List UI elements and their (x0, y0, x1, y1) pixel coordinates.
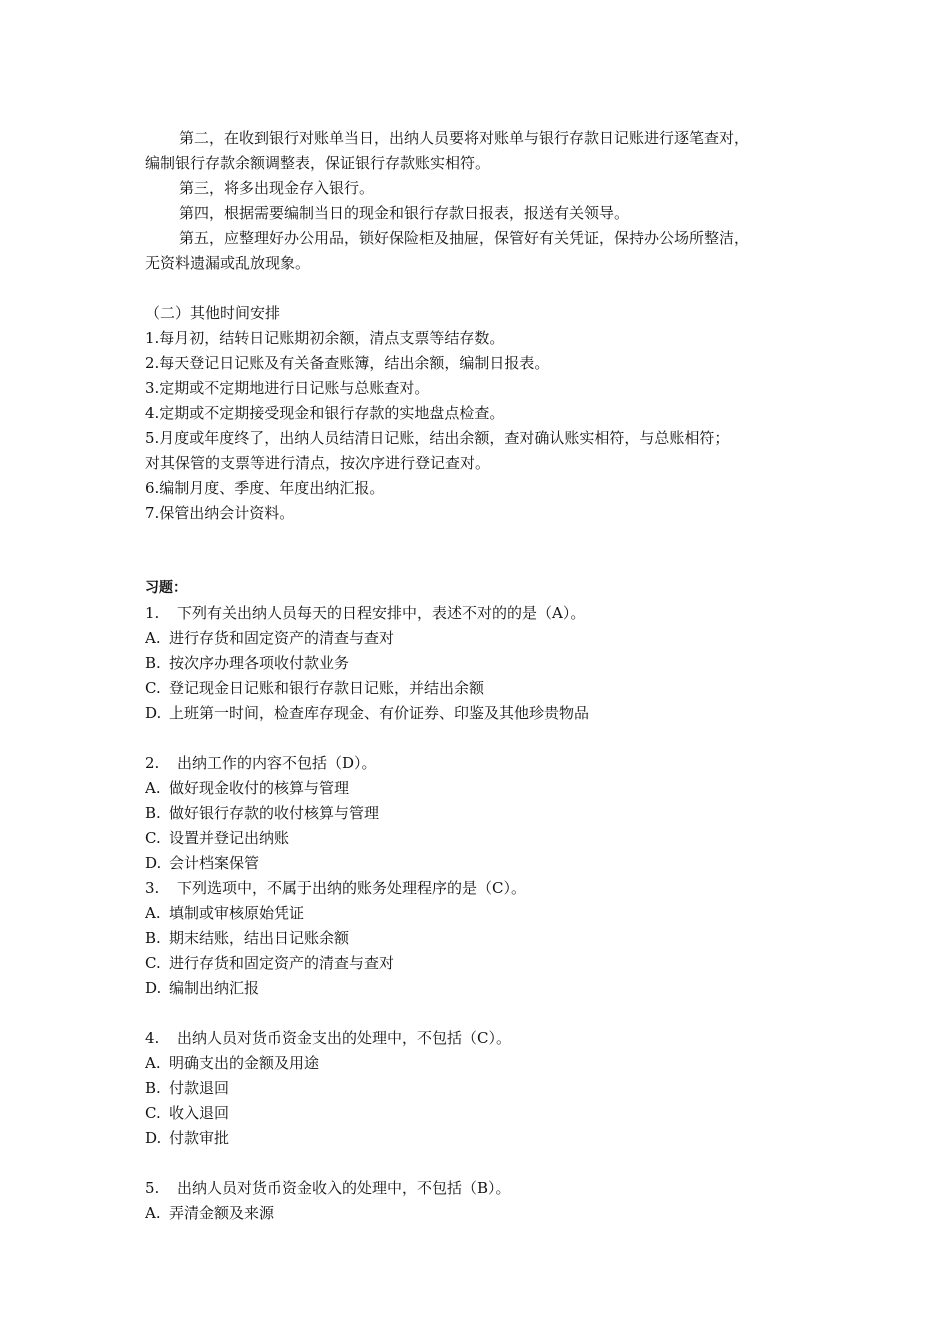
list-item: 7.保管出纳会计资料。 (145, 504, 295, 522)
list-item: 4.定期或不定期接受现金和银行存款的实地盘点检查。 (145, 404, 505, 422)
question-number: 2. (145, 754, 160, 772)
spacer (145, 1001, 825, 1026)
question-text: 出纳人员对货币资金支出的处理中，不包括（C）。 (177, 1029, 511, 1047)
option-text: 上班第一时间，检查库存现金、有价证券、印鉴及其他珍贵物品 (169, 704, 590, 722)
option-key: B. (145, 1079, 161, 1097)
option-key: D. (145, 979, 162, 997)
option-key: D. (145, 704, 162, 722)
option-key: C. (145, 1104, 161, 1122)
option-key: A. (145, 904, 161, 922)
option-text: 会计档案保管 (169, 854, 260, 872)
option-text: 填制或审核原始凭证 (169, 904, 305, 922)
question-number: 4. (145, 1029, 160, 1047)
option-text: 进行存货和固定资产的清查与查对 (169, 629, 395, 647)
option (145, 651, 825, 676)
question-text: 下列有关出纳人员每天的日程安排中，表述不对的的是（A）。 (177, 604, 586, 622)
option (145, 776, 825, 801)
option-key: B. (145, 654, 161, 672)
question (145, 1176, 825, 1201)
option (145, 1051, 825, 1076)
option (145, 801, 825, 826)
option-key: C. (145, 679, 161, 697)
option-text: 登记现金日记账和银行存款日记账，并结出余额 (169, 679, 485, 697)
option (145, 901, 825, 926)
option-text: 做好银行存款的收付核算与管理 (169, 804, 380, 822)
list-item: 5.月度或年度终了，出纳人员结清日记账，结出余额，查对确认账实相符，与总账相符； (145, 429, 730, 447)
option-text: 明确支出的金额及用途 (169, 1054, 320, 1072)
paragraph-second-line2: 编制银行存款余额调整表，保证银行存款账实相符。 (145, 154, 491, 172)
option-key: B. (145, 929, 161, 947)
question-text: 下列选项中，不属于出纳的账务处理程序的是（C）。 (177, 879, 526, 897)
option (145, 1126, 825, 1151)
option-text: 收入退回 (169, 1104, 230, 1122)
paragraph-second-line1: 第二，在收到银行对账单当日，出纳人员要将对账单与银行存款日记账进行逐笔查对， (179, 129, 750, 147)
option-key: D. (145, 854, 162, 872)
option-key: A. (145, 1204, 161, 1222)
option (145, 1201, 825, 1226)
option-text: 付款退回 (169, 1079, 230, 1097)
list-item: 对其保管的支票等进行清点，按次序进行登记查对。 (145, 454, 491, 472)
option-text: 设置并登记出纳账 (169, 829, 290, 847)
option (145, 926, 825, 951)
option (145, 851, 825, 876)
option-text: 做好现金收付的核算与管理 (169, 779, 350, 797)
question-number: 1. (145, 604, 160, 622)
option-text: 进行存货和固定资产的清查与查对 (169, 954, 395, 972)
option-text: 编制出纳汇报 (169, 979, 260, 997)
spacer (145, 526, 825, 576)
option (145, 676, 825, 701)
question (145, 601, 825, 626)
option (145, 951, 825, 976)
spacer (145, 1151, 825, 1176)
document-body (145, 126, 825, 1226)
option (145, 1076, 825, 1101)
option-key: D. (145, 1129, 162, 1147)
paragraph-fifth-line1: 第五，应整理好办公用品，锁好保险柜及抽屉，保管好有关凭证，保持办公场所整洁， (179, 229, 750, 247)
list-item: 1.每月初，结转日记账期初余额，清点支票等结存数。 (145, 329, 505, 347)
option-key: A. (145, 1054, 161, 1072)
option-text: 弄清金额及来源 (169, 1204, 275, 1222)
option (145, 626, 825, 651)
spacer (145, 726, 825, 751)
option (145, 1101, 825, 1126)
option-key: C. (145, 829, 161, 847)
question (145, 751, 825, 776)
question-text: 出纳工作的内容不包括（D）。 (177, 754, 377, 772)
paragraph-third: 第三，将多出现金存入银行。 (179, 179, 375, 197)
paragraph-fourth: 第四，根据需要编制当日的现金和银行存款日报表，报送有关领导。 (179, 204, 630, 222)
option-key: C. (145, 954, 161, 972)
exercises-title: 习题： (145, 580, 187, 596)
question (145, 876, 825, 901)
spacer (145, 276, 825, 301)
list-item: 2.每天登记日记账及有关备查账簿，结出余额，编制日报表。 (145, 354, 550, 372)
option-text: 按次序办理各项收付款业务 (169, 654, 350, 672)
option (145, 701, 825, 726)
option-key: A. (145, 629, 161, 647)
option (145, 826, 825, 851)
option-text: 付款审批 (169, 1129, 230, 1147)
option-key: A. (145, 779, 161, 797)
option-text: 期末结账，结出日记账余额 (169, 929, 350, 947)
list-item: 3.定期或不定期地进行日记账与总账查对。 (145, 379, 430, 397)
question-number: 5. (145, 1179, 160, 1197)
list-item: 6.编制月度、季度、年度出纳汇报。 (145, 479, 385, 497)
question-number: 3. (145, 879, 160, 897)
option-key: B. (145, 804, 161, 822)
option (145, 976, 825, 1001)
question (145, 1026, 825, 1051)
paragraph-fifth-line2: 无资料遗漏或乱放现象。 (145, 254, 311, 272)
question-text: 出纳人员对货币资金收入的处理中，不包括（B）。 (177, 1179, 511, 1197)
section-title: （二）其他时间安排 (145, 304, 281, 322)
